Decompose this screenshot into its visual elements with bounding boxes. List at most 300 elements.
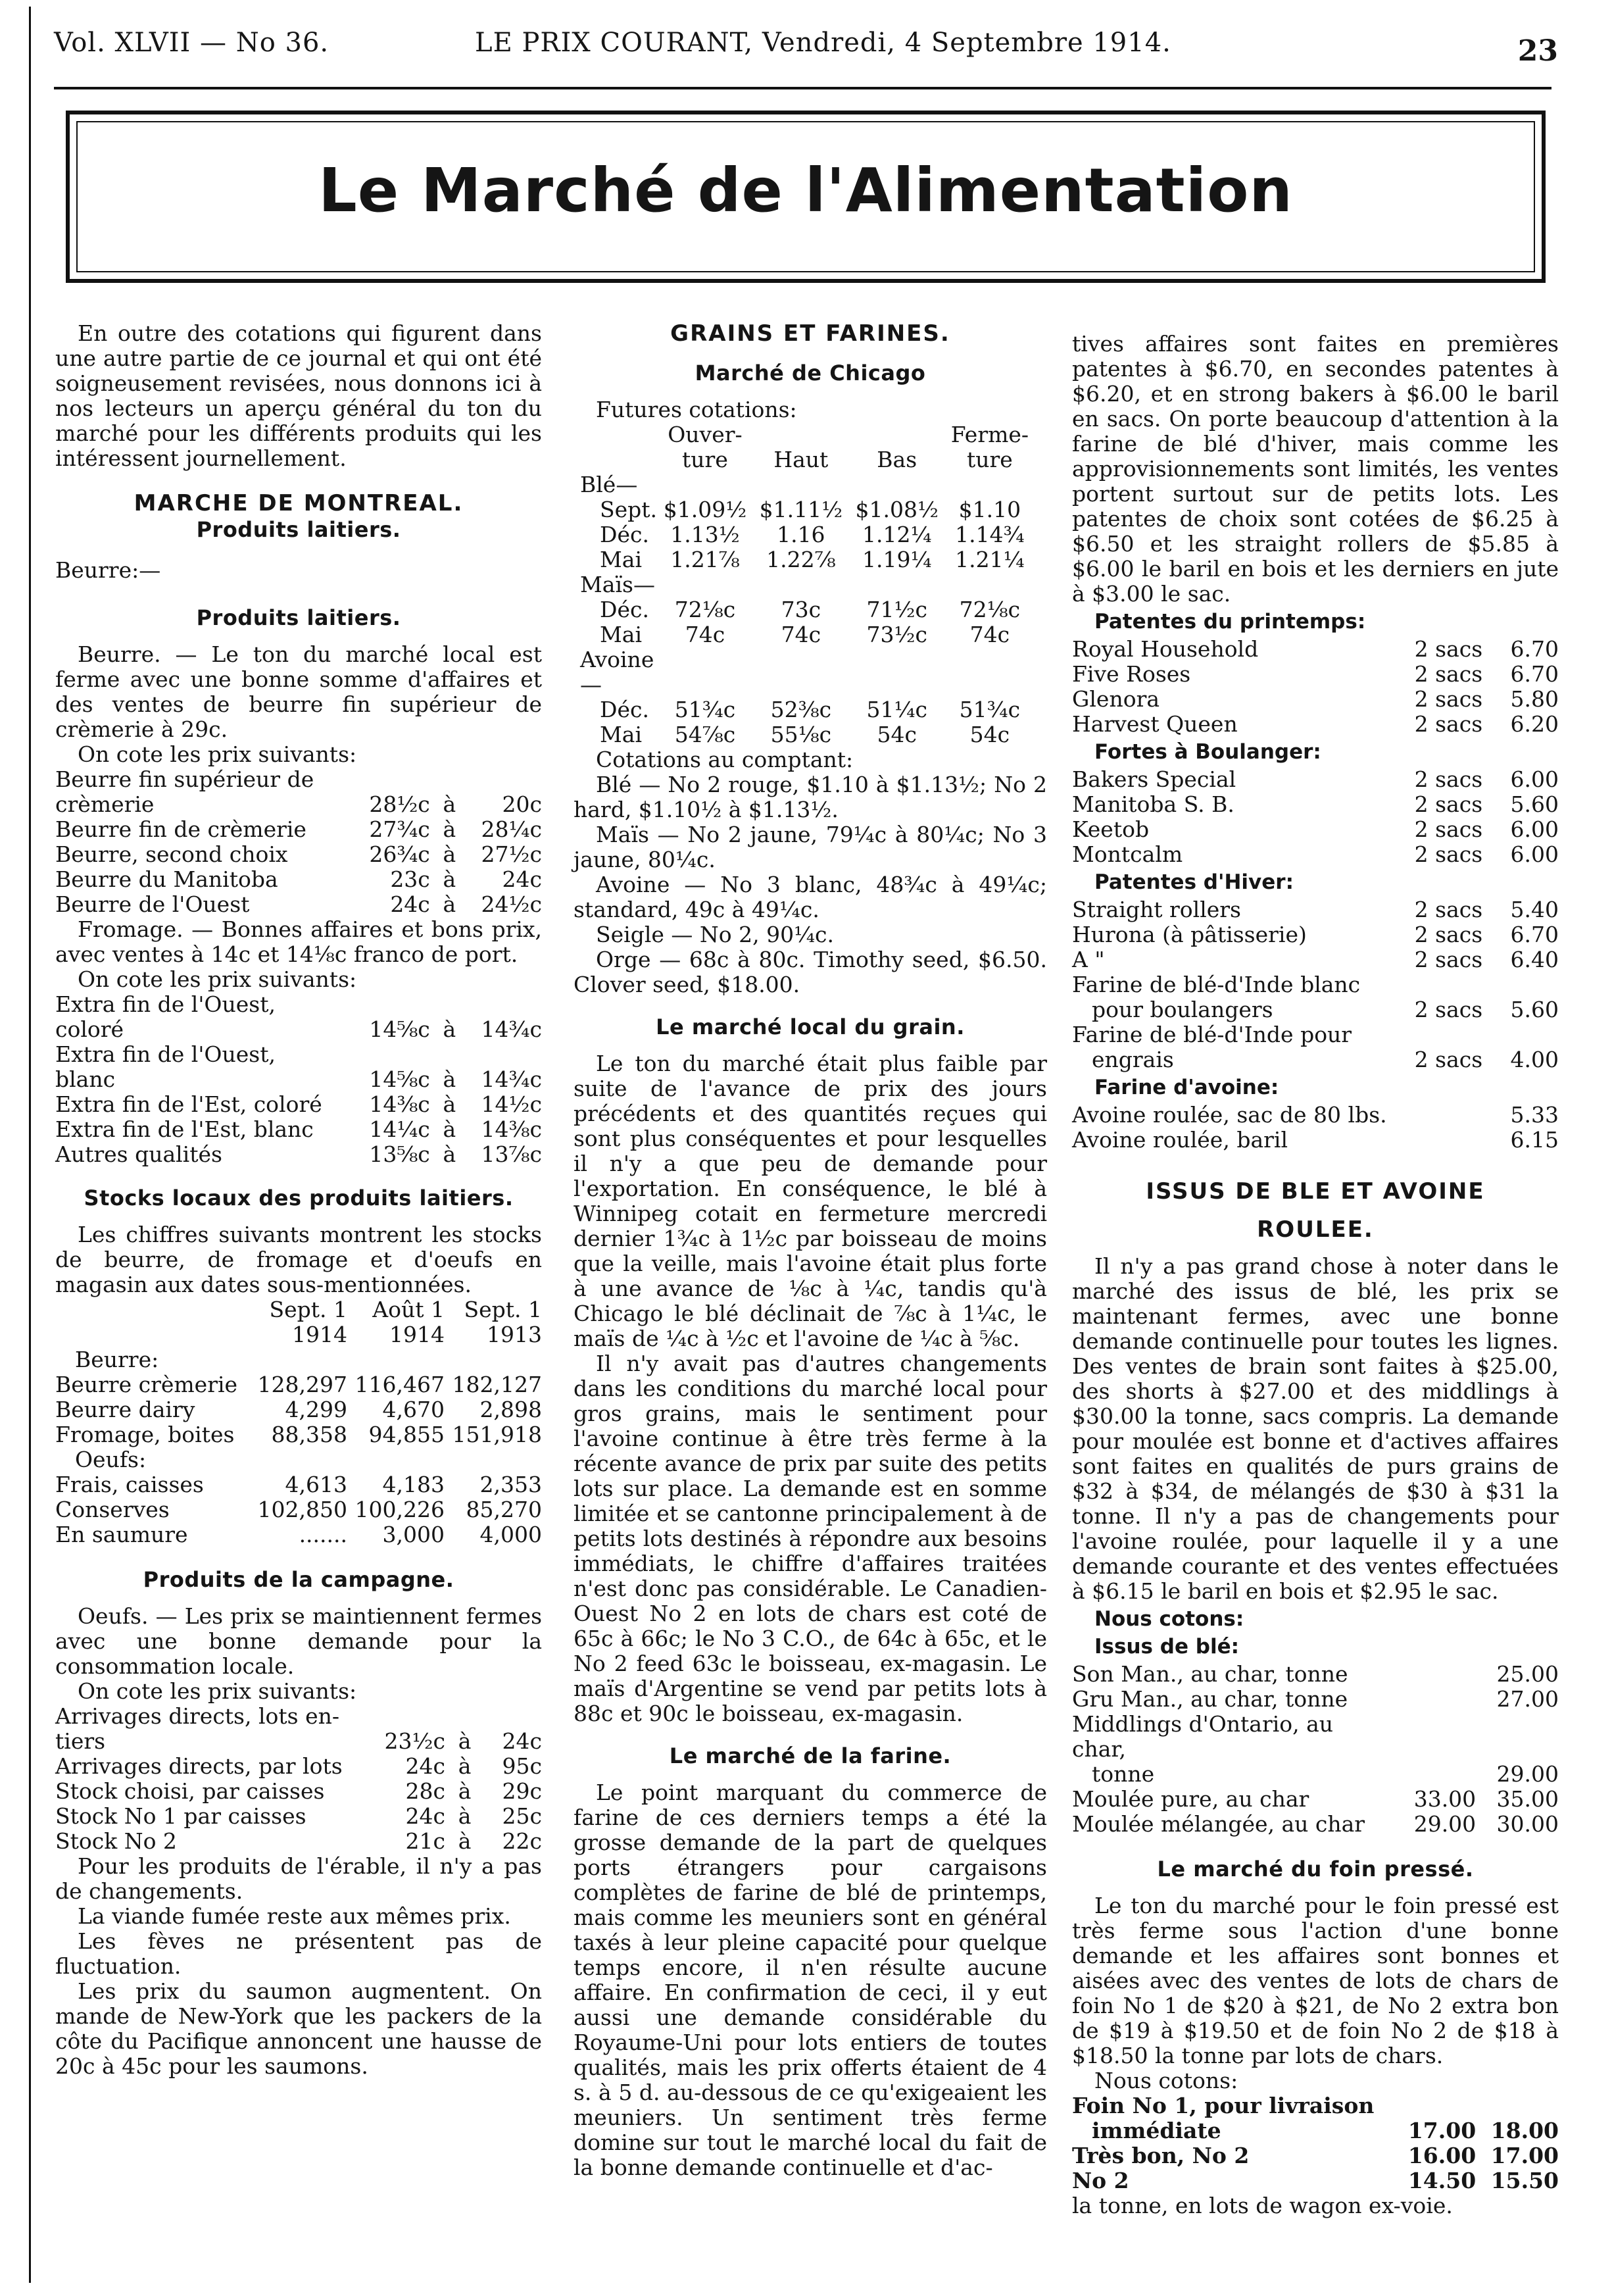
eggs-paragraph: Oeufs. — Les prix se maintiennent fermes avec une bonne demande pour la consommation locale. (55, 1603, 542, 1679)
flour-price: 6.70 (1510, 661, 1559, 687)
stocks-value: 2,898 (479, 1397, 542, 1422)
item-price (357, 1704, 445, 1729)
futures-price: 1.12¼ (862, 522, 932, 547)
flour-unit: 2 sacs (1414, 997, 1483, 1022)
hay-price-row (1072, 2118, 1559, 2143)
flour-price: 6.00 (1510, 766, 1559, 792)
item-range-separator: à (458, 1828, 472, 1854)
butter-price-row (55, 867, 542, 892)
stocks-col-year: 1914 (292, 1322, 347, 1347)
futures-price: 51¾c (959, 697, 1021, 722)
futures-row (580, 597, 1035, 622)
futures-month: Déc. (600, 522, 649, 547)
item-price (357, 1042, 430, 1067)
futures-month: Mai (600, 722, 643, 747)
beans-paragraph: Les fèves ne présentent pas de fluctuation. (55, 1928, 542, 1979)
item-price: 13⅝c (369, 1141, 430, 1167)
futures-price: 54c (877, 722, 917, 747)
smoked-meat-paragraph: La viande fumée reste aux mêmes prix. (78, 1903, 511, 1929)
item-range-separator: à (443, 866, 456, 892)
item-name: Beurre fin de crèmerie (55, 816, 306, 842)
futures-month: Mai (600, 547, 643, 572)
stocks-item-name: Fromage, boites (55, 1422, 235, 1447)
dairy-products-heading: Produits laitiers. (196, 517, 401, 542)
item-price-high (1476, 2093, 1559, 2118)
item-name: blanc (55, 1066, 116, 1092)
local-grain-paragraph: Le ton du marché était plus faible par suite de l'avance de prix des jours précédents et des quantités reçues qui sont plus conséquentes et pour lesquelles il n'y a que peu de demande pour l'exportation. En conséquence, le blé à Winnipeg cotait en fermeture mercredi dernier 1¾c à 1½c par boisseau de moins que la veille, mais l'avoine était plus forte à une avance de ⅛c à ¼c, tandis qu'à Chicago le blé déclinait de ⅞c à 1¼c, le maïs de ¼c à ½c et l'avoine de ¼c à ⅝c. (574, 1051, 1047, 1351)
futures-price (657, 572, 753, 597)
flour-price: 5.40 (1510, 897, 1559, 922)
local-grain-paragraph: Il n'y avait pas d'autres changements dans les conditions du marché local pour gros grains, mais le sentiment pour l'avoine continue à être très ferme à la récente avance de prix par suite des petits lots sur place. La demande est en somme limitée et se cantonne principalement à de petits lots destinés à répondre aux besoins immédiats, le chiffre d'affaires traitées n'est donc pas considérable. Le Canadien-Ouest No 2 en lots de chars est coté de 65c à 66c; le No 3 C.O., de 64c à 65c, et le No 2 feed 63c le boisseau, ex-magasin. Le maïs d'Argentine se vend par petits lots à 88c et 90c le boisseau, ex-magasin. (574, 1351, 1047, 1726)
item-name: Très bon, No 2 (1072, 2143, 1250, 2168)
futures-price: 72⅛c (959, 597, 1021, 622)
item-price-low: 33.00 (1413, 1786, 1477, 1812)
bran-price-row (1072, 1787, 1559, 1812)
item-price-high: 28¼c (481, 816, 542, 842)
we-quote-label-2: Nous cotons: (1094, 2068, 1238, 2093)
cheese-price-row (55, 1142, 542, 1167)
local-grain-heading: Le marché local du grain. (656, 1014, 965, 1039)
flour-brand: Royal Household (1072, 636, 1259, 662)
flour-group-title: Farine d'avoine: (1094, 1076, 1279, 1099)
flour-price (1494, 1022, 1559, 1047)
bran-price-row (1072, 1712, 1559, 1762)
item-price: 23½c (384, 1728, 446, 1754)
stocks-item-name: Conserves (55, 1497, 170, 1522)
futures-price (849, 647, 945, 697)
flour-unit: 2 sacs (1414, 791, 1483, 817)
futures-price (657, 647, 753, 697)
flour-brand: Avoine roulée, baril (1072, 1127, 1288, 1153)
item-name: Beurre du Manitoba (55, 866, 278, 892)
item-price-high (484, 1704, 542, 1729)
stocks-year-row (55, 1322, 542, 1347)
item-name: Moulée pure, au char (1072, 1786, 1309, 1812)
prices-intro-3: On cote les prix suivants: (78, 1678, 357, 1704)
item-name: Middlings d'Ontario, au char, (1072, 1711, 1334, 1762)
flour-brand: Hurona (à pâtisserie) (1072, 922, 1307, 947)
stocks-row (55, 1522, 542, 1547)
section-title-box (66, 111, 1546, 283)
futures-month: Déc. (600, 597, 649, 622)
flour-price: 6.70 (1510, 636, 1559, 662)
stocks-value (250, 1347, 347, 1372)
flour-brand: Glenora (1072, 686, 1160, 712)
cash-quote-paragraph: Avoine — No 3 blanc, 48¾c à 49¼c; standard, 49c à 49¼c. (574, 872, 1047, 922)
flour-price-row (1072, 712, 1559, 737)
flour-price-row (1072, 1022, 1559, 1047)
item-price-high: 13⅞c (481, 1141, 542, 1167)
futures-price: 71½c (866, 597, 927, 622)
stocks-item-name: En saumure (55, 1522, 188, 1547)
flour-brand: Straight rollers (1072, 897, 1241, 922)
cheese-price-row (55, 1092, 542, 1117)
flour-unit: 2 sacs (1414, 947, 1483, 972)
item-price-high: 24c (502, 1728, 542, 1754)
item-range-separator (430, 1042, 469, 1067)
item-price: 14⅜c (369, 1091, 430, 1117)
item-name: tiers (55, 1728, 106, 1754)
flour-price-row (1072, 922, 1559, 947)
flour-price-groups (1072, 609, 1559, 1153)
page-edge-rule (29, 7, 31, 2283)
item-name: Son Man., au char, tonne (1072, 1661, 1348, 1687)
item-price-high (1476, 1712, 1559, 1762)
futures-price: 1.22⅞ (766, 547, 836, 572)
stocks-item-name: Beurre crèmerie (55, 1372, 238, 1397)
item-name: Arrivages directs, par lots (55, 1753, 343, 1779)
item-name: Stock choisi, par caisses (55, 1778, 325, 1804)
futures-price (945, 647, 1035, 697)
cheese-price-row (55, 1067, 542, 1092)
item-name: Extra fin de l'Ouest, (55, 991, 276, 1017)
flour-price-row (1072, 767, 1559, 792)
futures-price: 51¾c (674, 697, 736, 722)
stocks-value: 182,127 (452, 1372, 542, 1397)
item-price (357, 767, 430, 792)
stocks-value: ....... (299, 1522, 347, 1547)
flour-group-table (1072, 897, 1559, 1072)
column-2 (574, 321, 1047, 2180)
bran-heading-line-2: ROULEE. (1257, 1216, 1374, 1243)
item-price: 23c (390, 866, 430, 892)
dairy-stocks-heading: Stocks locaux des produits laitiers. (84, 1185, 514, 1210)
flour-price-row (1072, 842, 1559, 867)
futures-label: Futures cotations: (596, 397, 797, 422)
stocks-value: 2,353 (479, 1472, 542, 1497)
hay-paragraph: Le ton du marché pour le foin pressé est très ferme sous l'action d'une bonne demande et les affaires sont bonnes et aisées avec des ventes de lots de chars de foin No 1 de $20 à $21, de No 2 extra bon de $19 à $19.50 et de foin No 2 de $18 à $18.50 la tonne par lots de chars. (1072, 1893, 1559, 2068)
item-price-high: 25c (502, 1803, 542, 1829)
item-name: Beurre de l'Ouest (55, 891, 250, 917)
montreal-market-heading: MARCHE DE MONTREAL. (134, 490, 464, 516)
bran-price-row (1072, 1662, 1559, 1687)
futures-price: 1.14¾ (955, 522, 1025, 547)
flour-brand: Harvest Queen (1072, 711, 1238, 737)
item-price-high: 17.00 (1490, 2143, 1559, 2168)
bran-paragraph: Il n'y a pas grand chose à noter dans le marché des issus de blé, les prix se maintenant fermes, avec une bonne demande continuelle pour toutes les lignes. Des ventes de brain sont faites à $25.00, des shorts à $27.00 et des middlings à $30.00 la tonne, sacs compris. La demande pour moulée est bonne et d'actives affaires sont faites en qualités de purs grains de $32 à $34, de mélangés de $30 à $31 la tonne. Il n'y a pas de changements pour l'avoine roulée, pour laquelle il y a une demande courante et des ventes effectuées à $6.15 le baril en bois et $2.95 le sac. (1072, 1253, 1559, 1604)
item-price: 14⅝c (369, 1016, 430, 1042)
item-price-high: 95c (502, 1753, 542, 1779)
stocks-col-year: 1913 (487, 1322, 542, 1347)
item-range-separator: à (443, 1116, 456, 1142)
stocks-value (445, 1447, 542, 1472)
futures-month: Avoine— (580, 647, 654, 697)
cheese-price-row (55, 1117, 542, 1142)
stocks-col-year: 1914 (389, 1322, 445, 1347)
item-price-high: 25.00 (1496, 1661, 1559, 1687)
egg-price-row (55, 1729, 542, 1754)
flour-unit: 2 sacs (1414, 686, 1483, 712)
column-3 (1072, 332, 1559, 2218)
flour-price: 6.40 (1510, 947, 1559, 972)
flour-brand: A " (1072, 947, 1105, 972)
bran-heading-line-1: ISSUS DE BLE ET AVOINE (1146, 1178, 1485, 1205)
futures-price (849, 472, 945, 497)
stocks-value (445, 1347, 542, 1372)
we-quote-label: Nous cotons: (1094, 1607, 1244, 1631)
futures-price: 74c (969, 622, 1010, 647)
item-price-high: 29.00 (1496, 1761, 1559, 1787)
item-name: crèmerie (55, 791, 155, 817)
flour-group-table (1072, 1103, 1559, 1153)
prices-intro-1: On cote les prix suivants: (78, 741, 357, 767)
stocks-value: 151,918 (452, 1422, 542, 1447)
item-price-low: 14.50 (1407, 2168, 1477, 2193)
bran-price-table (1072, 1662, 1559, 1837)
flour-paragraph: Le point marquant du commerce de farine de ces derniers temps a été la grosse demande de la part de quelques ports étrangers pour cargaisons complètes de farine de blé de printemps, mais comme les meuniers sont en général taxés à leur pleine capacité pour quelque temps encore, il n'en résulte aucune affaire. En confirmation de ceci, il y eut aussi une demande considérable du Royaume-Uni pour lots entiers de toutes qualités, mais les prix offerts étaient de 4 s. à 5 d. au-dessous de ce qu'exigeaient les meuniers. Un sentiment très ferme domine sur tout le marché local du fait de la bonne demande continuelle et d'ac- (574, 1780, 1047, 2180)
item-name: Gru Man., au char, tonne (1072, 1686, 1348, 1712)
flour-price: 6.70 (1510, 922, 1559, 947)
item-range-separator: à (443, 816, 456, 842)
intro-paragraph: En outre des cotations qui figurent dans une autre partie de ce journal et qui ont été soigneusement revisées, nous donnons ici à nos lecteurs un aperçu général du ton du marché pour les différents produits qui les intéressent journellement. (55, 320, 542, 471)
stocks-value: 128,297 (257, 1372, 347, 1397)
item-price-low (1393, 2093, 1476, 2118)
stocks-value (347, 1447, 445, 1472)
item-name: Extra fin de l'Ouest, (55, 1041, 276, 1067)
butter-price-table (55, 767, 542, 917)
stocks-item-name: Beurre dairy (55, 1397, 195, 1422)
futures-price: 52⅜c (770, 697, 832, 722)
futures-price: $1.08½ (855, 497, 939, 522)
futures-price: 1.16 (777, 522, 825, 547)
item-price-high: 24c (502, 866, 542, 892)
flour-unit: 2 sacs (1414, 897, 1483, 922)
volume-number: Vol. XLVII — No 36. (54, 28, 330, 58)
flour-price: 5.60 (1510, 791, 1559, 817)
stocks-row (55, 1472, 542, 1497)
item-price-high: 29c (502, 1778, 542, 1804)
stocks-value: 102,850 (257, 1497, 347, 1522)
item-name: Stock No 2 (55, 1828, 177, 1854)
flour-unit: 2 sacs (1414, 1047, 1483, 1072)
item-name: Beurre fin supérieur de (55, 766, 314, 792)
flour-unit: 2 sacs (1414, 922, 1483, 947)
futures-price: 51¼c (866, 697, 927, 722)
futures-month: Sept. (600, 497, 658, 522)
flour-price-row (1072, 687, 1559, 712)
futures-row (580, 472, 1035, 497)
item-name: Beurre, second choix (55, 841, 288, 867)
cash-quote-paragraph: Maïs — No 2 jaune, 79¼c à 80¼c; No 3 jaune, 80¼c. (574, 822, 1047, 872)
stocks-row (55, 1397, 542, 1422)
stocks-col-date: Sept. 1 (464, 1297, 542, 1322)
running-header (54, 28, 1558, 67)
stocks-table (55, 1297, 542, 1547)
flour-price: 6.15 (1510, 1127, 1559, 1153)
section-title: Le Marché de l'Alimentation (318, 155, 1293, 226)
futures-price: $1.09½ (663, 497, 747, 522)
item-range-separator: à (443, 1141, 456, 1167)
futures-price: $1.11½ (759, 497, 843, 522)
item-price-low: 16.00 (1407, 2143, 1477, 2168)
item-price-low (1393, 1662, 1476, 1687)
hay-price-row (1072, 2168, 1559, 2193)
item-price-high: 35.00 (1496, 1786, 1559, 1812)
stocks-row (55, 1372, 542, 1397)
item-range-separator: à (443, 791, 456, 817)
item-price-high: 14½c (481, 1091, 542, 1117)
stocks-row (55, 1497, 542, 1522)
column-1 (55, 321, 542, 2079)
flour-price: 6.00 (1510, 841, 1559, 867)
maple-paragraph: Pour les produits de l'érable, il n'y a pas de changements. (55, 1853, 542, 1904)
futures-month: Maïs— (580, 572, 655, 597)
flour-market-heading: Le marché de la farine. (669, 1743, 952, 1768)
grains-flour-heading: GRAINS ET FARINES. (670, 320, 950, 347)
flour-group-title: Patentes du printemps: (1094, 610, 1366, 634)
flour-brand: Manitoba S. B. (1072, 791, 1234, 817)
page-number: 23 (1517, 34, 1558, 68)
flour-price-row (1072, 1128, 1559, 1153)
flour-brand: Farine de blé-d'Inde pour (1072, 1022, 1352, 1047)
cheese-price-row (55, 1042, 542, 1067)
item-range-separator (430, 767, 469, 792)
futures-price: 1.13½ (670, 522, 740, 547)
flour-unit: 2 sacs (1414, 661, 1483, 687)
futures-row (580, 572, 1035, 597)
futures-price: 1.19¼ (862, 547, 932, 572)
hay-market-heading: Le marché du foin pressé. (1157, 1857, 1474, 1882)
flour-price: 6.00 (1510, 816, 1559, 842)
futures-price: $1.10 (958, 497, 1021, 522)
flour-price-row (1072, 997, 1559, 1022)
flour-unit: 2 sacs (1414, 816, 1483, 842)
hay-price-row (1072, 2093, 1559, 2118)
flour-unit (1403, 1022, 1494, 1047)
hay-footer: la tonne, en lots de wagon ex-voie. (1072, 2193, 1453, 2218)
item-range-separator: à (458, 1803, 472, 1829)
flour-group-table (1072, 637, 1559, 737)
butter-price-row (55, 817, 542, 842)
flour-brand: Montcalm (1072, 841, 1183, 867)
hay-price-row (1072, 2143, 1559, 2168)
item-name: Arrivages directs, lots en- (55, 1703, 340, 1729)
futures-price (849, 572, 945, 597)
futures-month: Déc. (600, 697, 649, 722)
flour-price-row (1072, 947, 1559, 972)
butter-price-row (55, 767, 542, 792)
item-name: Stock No 1 par caisses (55, 1803, 306, 1829)
futures-month: Blé— (580, 472, 638, 497)
flour-price-row (1072, 1047, 1559, 1072)
cheese-price-row (55, 992, 542, 1017)
flour-price-row (1072, 637, 1559, 662)
futures-table (580, 422, 1035, 747)
futures-price: 1.21⅞ (670, 547, 740, 572)
futures-row (580, 522, 1035, 547)
item-price-low: 17.00 (1407, 2118, 1477, 2143)
futures-row (580, 622, 1035, 647)
futures-price: 74c (781, 622, 821, 647)
stocks-row (55, 1447, 542, 1472)
stocks-value: 4,613 (285, 1472, 347, 1497)
item-price (357, 992, 430, 1017)
cash-quote-paragraph: Orge — 68c à 80c. Timothy seed, $6.50. Clover seed, $18.00. (574, 947, 1047, 997)
bran-price-row (1072, 1687, 1559, 1712)
futures-price: 74c (685, 622, 725, 647)
flour-brand: pour boulangers (1092, 997, 1273, 1022)
flour-brand: Bakers Special (1072, 766, 1236, 792)
dairy-products-heading-2: Produits laitiers. (196, 605, 401, 630)
item-price: 28c (405, 1778, 446, 1804)
futures-col-high: Haut (773, 447, 829, 472)
item-name: immédiate (1092, 2118, 1221, 2143)
flour-brand: Farine de blé-d'Inde blanc (1072, 972, 1361, 997)
cash-quotes-label: Cotations au comptant: (596, 747, 854, 772)
item-name: coloré (55, 1016, 124, 1042)
flour-price: 4.00 (1510, 1047, 1559, 1072)
egg-price-row (55, 1754, 542, 1779)
futures-price: 1.21¼ (955, 547, 1025, 572)
flour-group-title: Patentes d'Hiver: (1094, 870, 1294, 894)
cheese-price-table (55, 992, 542, 1167)
futures-price (945, 572, 1035, 597)
stocks-item-name: Beurre: (75, 1347, 159, 1372)
item-price-low (1393, 1712, 1476, 1762)
item-price-low (1393, 1687, 1476, 1712)
stocks-value: 100,226 (354, 1497, 445, 1522)
chicago-market-heading: Marché de Chicago (695, 361, 926, 386)
bran-price-row (1072, 1762, 1559, 1787)
item-price: 14⅝c (369, 1066, 430, 1092)
prices-intro-2: On cote les prix suivants: (78, 966, 357, 992)
item-price-high: 18.00 (1490, 2118, 1559, 2143)
futures-price: 73½c (866, 622, 927, 647)
item-name: No 2 (1072, 2168, 1129, 2193)
futures-price (753, 472, 849, 497)
item-price: 26¾c (369, 841, 430, 867)
item-range-separator: à (443, 1091, 456, 1117)
item-name: Autres qualités (55, 1141, 222, 1167)
stocks-value: 85,270 (466, 1497, 542, 1522)
item-price-high: 22c (502, 1828, 542, 1854)
stocks-value: 116,467 (354, 1372, 445, 1397)
flour-price: 6.20 (1510, 711, 1559, 737)
cash-quote-paragraph: Blé — No 2 rouge, $1.10 à $1.13½; No 2 hard, $1.10½ à $1.13½. (574, 772, 1047, 822)
stocks-col-date: Août 1 (372, 1297, 445, 1322)
futures-row (580, 647, 1035, 697)
bran-subheading: Issus de blé: (1094, 1635, 1239, 1659)
butter-price-row (55, 842, 542, 867)
butter-label: Beurre:— (55, 557, 161, 583)
hay-price-table (1072, 2093, 1559, 2193)
stocks-value (347, 1347, 445, 1372)
stocks-value: 4,000 (479, 1522, 542, 1547)
futures-row (580, 497, 1035, 522)
item-price-high (469, 1042, 542, 1067)
flour-price-row (1072, 817, 1559, 842)
item-name: Moulée mélangée, au char (1072, 1811, 1365, 1837)
item-range-separator: à (458, 1728, 472, 1754)
stocks-col-date: Sept. 1 (269, 1297, 347, 1322)
futures-col-open: Ouver- ture (668, 422, 743, 472)
item-price-high: 14¾c (481, 1066, 542, 1092)
egg-price-row (55, 1829, 542, 1854)
futures-price: 54c (969, 722, 1010, 747)
futures-price: 55⅛c (770, 722, 832, 747)
item-price-high: 15.50 (1490, 2168, 1559, 2193)
item-price-high (469, 992, 542, 1017)
stocks-item-name: Oeufs: (75, 1447, 147, 1472)
item-price-high: 20c (502, 791, 542, 817)
flour-price-row (1072, 897, 1559, 922)
item-range-separator: à (458, 1753, 472, 1779)
item-price-high: 27½c (481, 841, 542, 867)
item-name: Extra fin de l'Est, coloré (55, 1091, 322, 1117)
item-range-separator: à (443, 1016, 456, 1042)
item-price-high: 27.00 (1496, 1686, 1559, 1712)
butter-paragraph: Beurre. — Le ton du marché local est ferme avec une bonne somme d'affaires et des ventes de beurre fin supérieur de crèmerie à 29c. (55, 641, 542, 742)
